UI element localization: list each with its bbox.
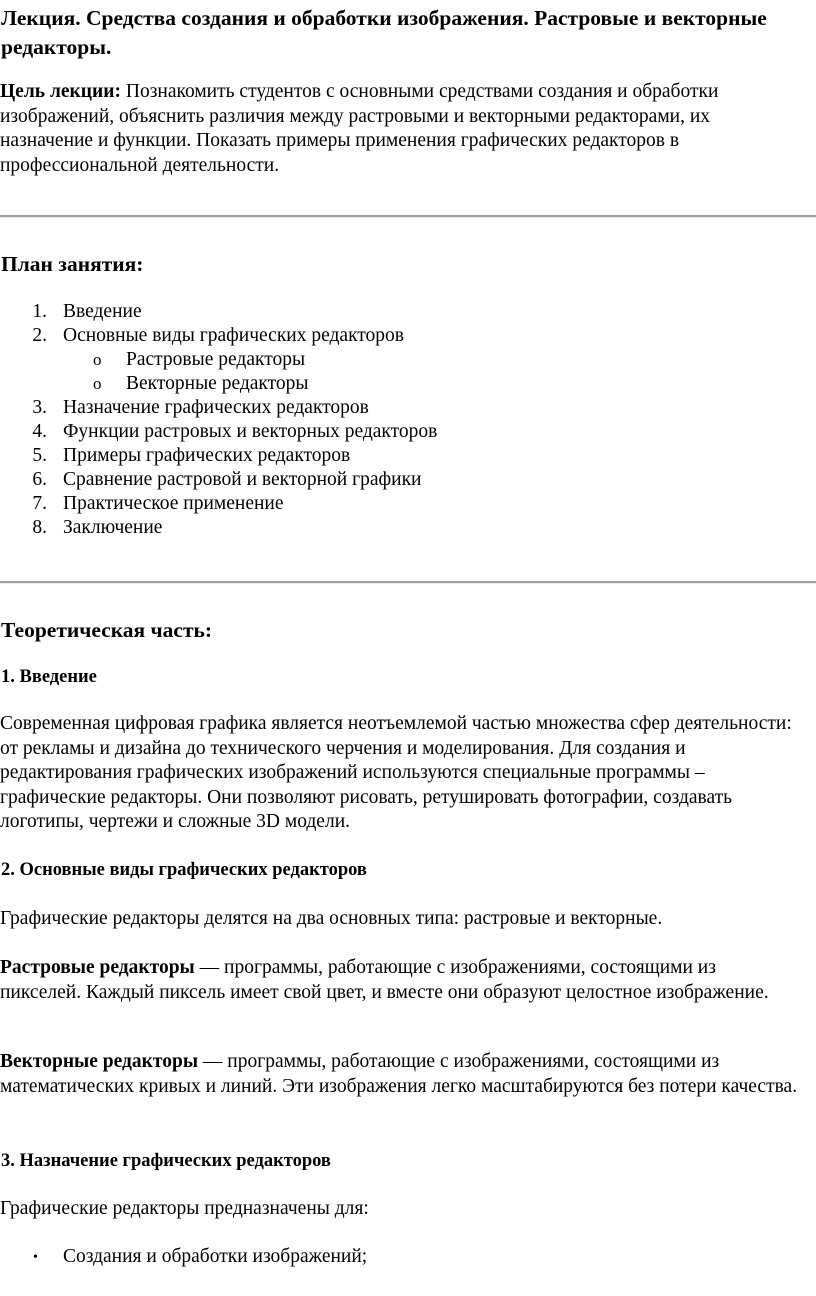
bullet-label: Создания и обработки изображений; [63,1246,368,1267]
plan-heading: План занятия: [1,252,144,276]
plan-item-label: Заключение [63,517,163,538]
divider-2 [0,581,816,584]
plan-subitem-marker: o [93,374,102,393]
theory-heading: Теоретическая часть: [1,618,213,642]
divider-1 [0,215,816,218]
plan-item-label: Основные виды графических редакторов [63,325,405,346]
vector-editors-label: Векторные редакторы [0,1051,199,1072]
plan-item-number: 5. [32,445,47,466]
bullet-marker: • [33,1250,38,1265]
plan-item-number: 4. [32,421,47,442]
plan-subitem-label: Векторные редакторы [126,373,309,394]
goal-label: Цель лекции: [0,81,121,102]
section-1-heading: 1. Введение [1,667,97,687]
section-3-intro: Графические редакторы предназначены для: [0,1198,369,1219]
plan-item-number: 3. [32,397,47,418]
raster-editors-label: Растровые редакторы [0,957,195,978]
plan-item-number: 1. [32,301,47,322]
plan-subitem-label: Растровые редакторы [126,349,306,370]
plan-item-label: Назначение графических редакторов [63,397,369,418]
plan-item-label: Сравнение растровой и векторной графики [63,469,422,490]
section-3-heading: 3. Назначение графических редакторов [1,1151,331,1171]
plan-item-number: 8. [32,517,47,538]
plan-item-label: Практическое применение [63,493,284,514]
plan-item-label: Примеры графических редакторов [63,445,351,466]
plan-item-label: Функции растровых и векторных редакторов [63,421,438,442]
goal-text: Познакомить студентов с основными средствами создания и обработки изображений, объяснить различия между растровыми и векторными редакторами, их назначение и функции. Показать примеры применения графических редакторов в профессиональной деятельности. [0,81,719,176]
plan-item-number: 2. [32,325,47,346]
raster-editors-paragraph [0,956,800,1005]
plan-item-label: Введение [63,301,142,322]
lecture-goal [0,80,805,178]
section-1-text: Современная цифровая графика является неотъемлемой частью множества сфер деятельности: от рекламы и дизайна до технического черчения и моделирования. Для создания и редактирования графических изображений используются специальные программы – графические редакторы. Они позволяют рисовать, ретушировать фотографии, создавать логотипы, чертежи и сложные 3D модели. [0,713,792,832]
section-2-intro: Графические редакторы делятся на два основных типа: растровые и векторные. [0,908,663,929]
plan-item-number: 6. [32,469,47,490]
vector-editors-paragraph [0,1050,800,1099]
section-2-heading: 2. Основные виды графических редакторов [1,860,367,880]
lecture-title: Лекция. Средства создания и обработки изображения. Растровые и векторные редакторы. [1,6,767,59]
raster-editors-text: — программы, работающие с изображениями, состоящими из пикселей. Каждый пиксель имеет свой цвет, и вместе они образуют целостное изображение. [0,957,769,1003]
plan-subitem-marker: o [93,350,102,369]
plan-item-number: 7. [32,493,47,514]
vector-editors-text: — программы, работающие с изображениями, состоящими из математических кривых и линий. Эти изображения легко масштабируются без потери качества. [0,1051,798,1097]
